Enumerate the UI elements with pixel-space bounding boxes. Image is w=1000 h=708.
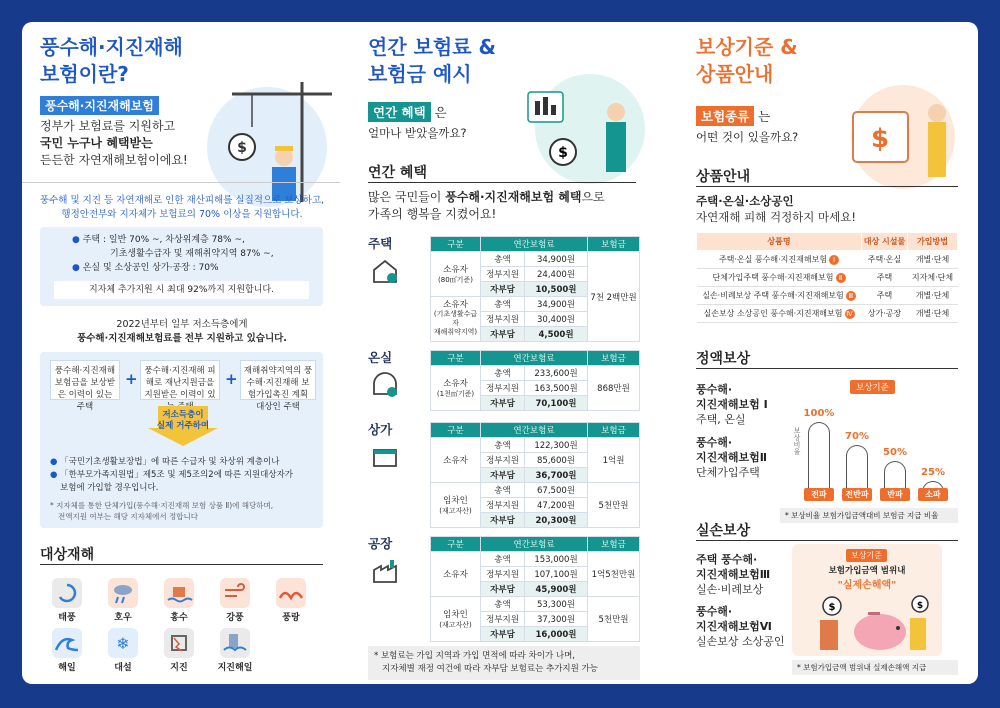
greenhouse-icon bbox=[370, 370, 400, 400]
disaster-label: 지진해일 bbox=[217, 663, 253, 673]
svg-text:$: $ bbox=[870, 124, 890, 154]
insurance-person-illustration bbox=[838, 77, 968, 192]
condition-box-1: 풍수해·지진재해 보험금을 보상받은 이력이 있는 주택 bbox=[50, 360, 120, 400]
panel1-title: 풍수해·지진재해 보험이란? bbox=[40, 35, 183, 86]
section-title-fixed-compensation: 정액보상 bbox=[696, 351, 751, 367]
divider bbox=[22, 182, 340, 183]
chart-value-label: 70% bbox=[845, 431, 869, 443]
house-icon bbox=[370, 256, 400, 286]
support-rate-box: ● 주택 : 일반 70% ~, 차상위계층 78% ~, 기초생활수급자 및 재해취약지역 87% ~, ● 온실 및 소상공인 상가·공장 : 70% 지자체 추가지원 시 최대 92%까지 지원합니다. bbox=[40, 227, 323, 306]
disaster-label: 강풍 bbox=[226, 613, 244, 623]
plus-icon: + bbox=[225, 370, 238, 388]
high-waves-icon bbox=[276, 578, 306, 608]
subtitle-question: 얼마나 받았을까요? bbox=[368, 126, 467, 140]
earthquake-tsunami-icon bbox=[220, 628, 250, 658]
section-title-products: 상품안내 bbox=[696, 169, 751, 185]
shop-premium-table: 구분 연간보험료 보험금 소유자 총액 122,300원 1억원 정부지원 85,600원 자부담 36,700원 임차인 (재고자산) 총액 67,500원 5천만원 정부지원 47,200원 자부담 20,300원 bbox=[430, 422, 640, 528]
subtitle: 연간 혜택 은 bbox=[368, 102, 447, 122]
factory-premium-table: 구분 연간보험료 보험금 소유자 총액 153,000원 1억5천만원 정부지원 107,100원 자부담 45,900원 임차인 (재고자산) 총액 53,300원 5천만원 정부지원 37,300원 자부담 16,000원 bbox=[430, 536, 640, 642]
extra-support-note: 지자체 추가지원 시 최대 92%까지 지원합니다. bbox=[54, 281, 309, 299]
section-underline bbox=[696, 368, 958, 369]
y-axis-label: 보상비율 bbox=[793, 427, 801, 455]
svg-text:$: $ bbox=[558, 145, 568, 161]
badge-storm-earthquake-insurance: 풍수해·지진재해보험 bbox=[40, 96, 159, 115]
shop-icon bbox=[370, 442, 400, 472]
category-factory: 공장 bbox=[368, 536, 393, 551]
strong-wind-icon bbox=[220, 578, 250, 608]
panel3-title: 보상기준 & 상품안내 bbox=[696, 35, 798, 86]
products-table: 상품명 대상 시설물 가입방법 주택·온실 풍수해·지진재해보험 Ⅰ 주택·온실 개별·단체 단체가입주택 풍수해·지진재해보험 Ⅱ 주택 지자체·단체 실손·비례보상 주택 풍수해·지진재해보험 Ⅲ 주택 개별·단체 실손보상 소상공인 풍수해·지진재해보험 Ⅳ 상가·공장 개별·단체 bbox=[696, 232, 958, 323]
section-title-actual-loss: 실손보상 bbox=[696, 523, 751, 539]
actual-loss-note: * 보험가입금액 범위내 실제손해액 지급 bbox=[792, 660, 958, 675]
crane-worker-illustration bbox=[197, 72, 337, 212]
actual-product-4: 풍수해· 지진재해보험Ⅵ 실손보상 소상공인 bbox=[696, 605, 785, 648]
chart-value-label: 25% bbox=[921, 466, 945, 478]
panel-compensation-products bbox=[660, 22, 978, 684]
chart-value-label: 100% bbox=[803, 408, 835, 419]
fine-print: * 지자체를 통한 단체가입(풍수해·지진재해 보험 상품 Ⅱ)에 해당하며, 전액지원 여부는 해당 지자체에서 정합니다 bbox=[50, 501, 274, 521]
fixed-product-2: 풍수해· 지진재해보험Ⅱ 단체가입주택 bbox=[696, 436, 768, 479]
products-lead: 주택·온실·소상공인 자연재해 피해 걱정하지 마세요! bbox=[696, 194, 856, 224]
bubble-highlight: "실제손해액" bbox=[837, 580, 897, 591]
disaster-label: 홍수 bbox=[170, 613, 188, 623]
greenhouse-premium-table: 구분 연간보험료 보험금 소유자 (1천㎡기준) 총액 233,600원 868만원 정부지원 163,500원 자부담 70,100원 bbox=[430, 350, 640, 411]
compensation-ratio-chart bbox=[800, 392, 960, 506]
chart-category-label: 반파 bbox=[880, 488, 910, 501]
chart-value-label: 50% bbox=[883, 447, 907, 458]
section-title-annual-benefit: 연간 혜택 bbox=[368, 165, 427, 181]
chart-category-label: 전파 bbox=[804, 488, 834, 501]
compensation-standard-badge: 보상기준 bbox=[850, 380, 895, 394]
section-underline bbox=[696, 186, 958, 187]
actual-loss-illustration bbox=[792, 544, 942, 656]
panel2-title: 연간 보험료 & 보험금 예시 bbox=[368, 35, 496, 86]
product-row: 실손·비례보상 주택 풍수해·지진재해보험 Ⅲ 주택 개별·단체 bbox=[697, 287, 958, 305]
chart-category-label: 전반파 bbox=[842, 488, 872, 501]
section-underline bbox=[368, 182, 636, 183]
category-shop: 상가 bbox=[368, 422, 393, 437]
support-desc: 풍수해 및 지진 등 자연재해로 인한 재산피해를 실질적으로 보상하고, 행정안전부와 지자체가 보험료의 70% 이상을 지원합니다. bbox=[39, 195, 325, 220]
product-row: 실손보상 소상공인 풍수해·지진재해보험 Ⅳ 상가·공장 개별·단체 bbox=[697, 305, 958, 323]
disaster-label: 지진 bbox=[170, 663, 188, 673]
section-title-target-disasters: 대상재해 bbox=[40, 547, 95, 563]
section-underline bbox=[696, 540, 958, 541]
panel-premium-examples bbox=[340, 22, 660, 684]
fixed-product-1: 풍수해· 지진재해보험 Ⅰ 주택, 온실 bbox=[696, 383, 768, 426]
disaster-label: 호우 bbox=[114, 613, 132, 623]
condition-box-3: 재해취약지역의 풍수해·지진재해 보험가입촉진 계획 대상인 주택 bbox=[240, 360, 316, 400]
svg-text:$: $ bbox=[237, 140, 247, 156]
product-row: 단체가입주택 풍수해·지진재해보험 Ⅱ 주택 지자체·단체 bbox=[697, 269, 958, 287]
disaster-label: 태풍 bbox=[58, 613, 76, 623]
intro-text: 정부가 보험료를 지원하고 국민 누구나 혜택받는 든든한 자연재해보험이에요! bbox=[40, 119, 188, 167]
tidal-wave-icon bbox=[52, 628, 82, 658]
actual-product-3: 주택 풍수해· 지진재해보험Ⅲ 실손·비례보상 bbox=[696, 553, 771, 596]
section-underline bbox=[40, 564, 323, 565]
bubble-text: 보험가입금액 범위내 bbox=[828, 566, 906, 576]
low-income-box bbox=[40, 352, 323, 528]
arrow-label: 저소득층이 실제 거주하여 bbox=[156, 410, 210, 431]
factory-icon bbox=[370, 556, 400, 586]
heavy-rain-icon bbox=[108, 578, 138, 608]
subtitle: 보험종류 는 bbox=[696, 106, 770, 126]
svg-text:❄: ❄ bbox=[116, 634, 130, 653]
category-greenhouse: 온실 bbox=[368, 350, 393, 365]
condition-box-2: 풍수해·지진재해 피해로 재난지원금을 지원받은 이력이 있 bbox=[140, 360, 220, 400]
chart-category-label: 소파 bbox=[918, 488, 948, 501]
lead-text: 많은 국민들이 풍수해·지진재해보험 혜택으로 가족의 행복을 지켰어요! bbox=[368, 190, 605, 221]
earthquake-icon bbox=[164, 628, 194, 658]
disaster-label: 해일 bbox=[58, 663, 76, 673]
typhoon-icon bbox=[52, 578, 82, 608]
money-person-illustration bbox=[518, 67, 653, 192]
svg-text:$: $ bbox=[828, 602, 836, 613]
disaster-label: 대설 bbox=[114, 663, 132, 673]
disaster-label: 풍랑 bbox=[282, 613, 300, 623]
svg-text:$: $ bbox=[916, 601, 924, 611]
category-house: 주택 bbox=[368, 236, 393, 251]
premium-note: * 보험료는 가입 지역과 가입 면적에 따라 차이가 나며, 지자체별 재정 여건에 따라 자부담 보험료는 추가지원 가능 bbox=[368, 646, 640, 680]
law-text: ● 「국민기초생활보장법」에 따른 수급자 및 차상위 계층이나 ● 「한부모가족지원법」제5조 및 제5조의2에 따른 지원대상자가 보험에 가입할 경우입니다. bbox=[50, 457, 294, 493]
subtitle-question: 어떤 것이 있을까요? bbox=[696, 130, 799, 144]
piggy-bank-icon bbox=[802, 592, 932, 654]
plus-icon: + bbox=[125, 370, 138, 388]
flood-icon bbox=[164, 578, 194, 608]
house-premium-table: 구분 연간보험료 보험금 소유자 (80㎡기준) 총액 34,900원 7천 2백만원 정부지원 24,400원 자부담 10,500원 소유자 (기초생활수급자 재해취약지역) 총액 34,900원 정부지원 30,400원 자부담 4,500원 bbox=[430, 236, 640, 342]
low-income-desc: 2022년부터 일부 저소득층에게 풍수해·지진재해보험료를 전부 지원하고 있습니다. bbox=[77, 319, 287, 344]
product-row: 주택·온실 풍수해·지진재해보험 Ⅰ 주택·온실 개별·단체 bbox=[697, 251, 958, 269]
standard-badge: 보상기준 bbox=[846, 549, 887, 562]
heavy-snow-icon bbox=[108, 628, 138, 658]
fixed-compensation-note: * 보상비율 보험가입금액대비 보험금 지급 비율 bbox=[780, 508, 958, 523]
panel-insurance-intro bbox=[22, 22, 340, 684]
